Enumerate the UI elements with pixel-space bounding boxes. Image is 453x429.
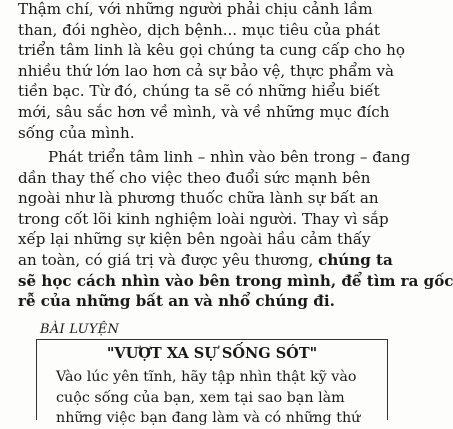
lesson-line: Vào lúc yên tĩnh, hãy tập nhìn thật kỹ vào [56, 369, 357, 385]
bold-text: chúng ta [318, 250, 393, 269]
normal-text: an toàn, có giá trị và được yêu thương, [18, 250, 319, 269]
paragraph-line: nhiều thứ lớn lao hơn cả sự bảo vệ, thực phẩm và [18, 61, 394, 80]
lesson-label: BÀI LUYỆN [40, 322, 120, 337]
paragraph-line: triển tâm linh là kêu gọi chúng ta cung cấp cho họ [18, 41, 405, 60]
paragraph-2 [18, 147, 453, 312]
paragraph-line: sống của mình. [18, 123, 135, 142]
paragraph-line: Phát triển tâm linh – nhìn vào bên trong – đang [48, 148, 411, 166]
paragraph-line: than, đói nghèo, dịch bệnh... mục tiêu của phát [18, 20, 380, 39]
lesson-line: cuộc sống của bạn, xem tại sao bạn làm [56, 389, 345, 406]
bold-line: sẽ học cách nhìn vào bên trong mình, để tìm ra gốc [18, 271, 453, 290]
paragraph-line: trong cốt lõi kinh nghiệm loài người. Thay vì sắp [18, 209, 389, 228]
paragraph-line: ngoài như là phương thuốc chữa lành sự bất an [18, 189, 379, 208]
lesson-text [56, 367, 376, 429]
paragraph-line: dần thay thế cho việc theo đuổi sức mạnh bên [18, 168, 371, 187]
bold-line: rễ của những bất an và nhổ chúng đi. [18, 292, 335, 311]
paragraph-line: mới, sâu sắc hơn về mình, và về những mục đích [18, 102, 390, 121]
paragraph-line: xếp lại những sự kiện bên ngoài hầu cảm thấy [18, 230, 371, 249]
paragraph-line [18, 250, 393, 271]
lesson-title: "VƯỢT XA SỰ SỐNG SÓT" [106, 345, 318, 362]
lesson-line: những việc bạn đang làm và có những thứ [56, 410, 361, 426]
paragraph-1 [18, 0, 405, 143]
paragraph-line: tiền bạc. Từ đó, chúng ta sẽ có những hiểu biết [18, 82, 380, 101]
paragraph-line: Thậm chí, với những người phải chịu cảnh lầm [18, 0, 373, 18]
